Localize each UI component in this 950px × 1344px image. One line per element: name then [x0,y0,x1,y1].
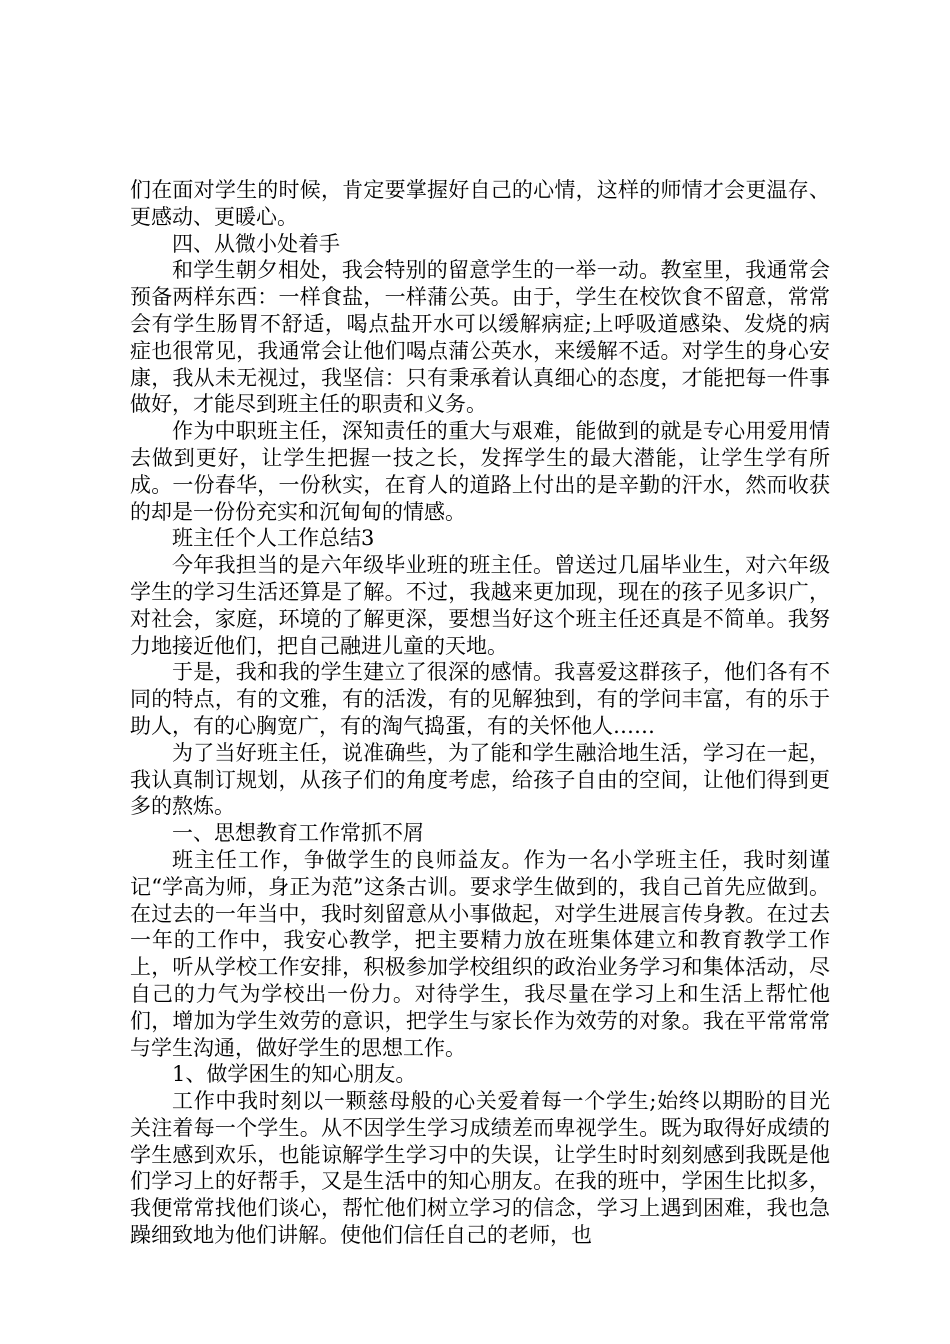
paragraph: 和学生朝夕相处，我会特别的留意学生的一举一动。教室里，我通常会预备两样东西：一样食盐，一样蒲公英。由于，学生在校饮食不留意，常常会有学生肠胃不舒适，喝点盐开水可以缓解病症;上呼吸道感染、发烧的病症也很常见，我通常会让他们喝点蒲公英水，来缓解不适。对学生的身心安康，我从未无视过，我坚信：只有秉承着认真细心的态度，才能把每一件事做好，才能尽到班主任的职责和义务。 [130,258,830,417]
paragraph: 为了当好班主任，说准确些，为了能和学生融洽地生活，学习在一起，我认真制订规划，从孩子们的角度考虑，给孩子自由的空间，让他们得到更多的熬炼。 [130,740,830,819]
paragraph: 今年我担当的是六年级毕业班的班主任。曾送过几届毕业生，对六年级学生的学习生活还算是了解。不过，我越来更加现，现在的孩子见多识广，对社会，家庭，环境的了解更深，要想当好这个班主任还真是不简单。我努力地接近他们，把自己融进儿童的天地。 [130,553,830,658]
paragraph: 作为中职班主任，深知责任的重大与艰难，能做到的就是专心用爱用情去做到更好，让学生把握一技之长，发挥学生的最大潜能，让学生学有所成。一份春华，一份秋实，在育人的道路上付出的是辛勤的汗水，然而收获的却是一份份充实和沉甸甸的情感。 [130,419,830,524]
paragraph: 于是，我和我的学生建立了很深的感情。我喜爱这群孩子，他们各有不同的特点，有的文雅，有的活泼，有的见解独到，有的学问丰富，有的乐于助人，有的心胸宽广，有的淘气捣蛋，有的关怀他人…… [130,660,830,738]
paragraph: 们在面对学生的时候，肯定要掌握好自己的心情，这样的师情才会更温存、更感动、更暖心。 [130,178,830,229]
paragraph: 工作中我时刻以一颗慈母般的心关爱着每一个学生;始终以期盼的目光关注着每一个学生。从不因学生学习成绩差而卑视学生。既为取得好成绩的学生感到欢乐，也能谅解学生学习中的失误，让学生时时刻刻感到我既是他们学习上的好帮手，又是生活中的知心朋友。在我的班中，学困生比拟多，我便常常找他们谈心，帮忙他们树立学习的信念，学习上遇到困难，我也急躁细致地为他们讲解。使他们信任自己的老师，也 [130,1089,830,1248]
section-heading: 1、做学困生的知心朋友。 [172,1062,417,1087]
document-body [130,177,830,1249]
section-heading: 四、从微小处着手 [172,231,340,256]
section-heading: 一、思想教育工作常抓不屑 [172,821,424,846]
paragraph: 班主任工作，争做学生的良师益友。作为一名小学班主任，我时刻谨记“学高为师，身正为范”这条古训。要求学生做到的，我自己首先应做到。在过去的一年当中，我时刻留意从小事做起，对学生进展言传身教。在过去一年的工作中，我安心教学，把主要精力放在班集体建立和教育教学工作上，听从学校工作安排，积极参加学校组织的政治业务学习和集体活动，尽自己的力气为学校出一份力。对待学生，我尽量在学习上和生活上帮忙他们，增加为学生效劳的意识，把学生与家长作为效劳的对象。我在平常常常与学生沟通，做好学生的思想工作。 [130,847,830,1060]
section-heading: 班主任个人工作总结3 [172,526,375,551]
